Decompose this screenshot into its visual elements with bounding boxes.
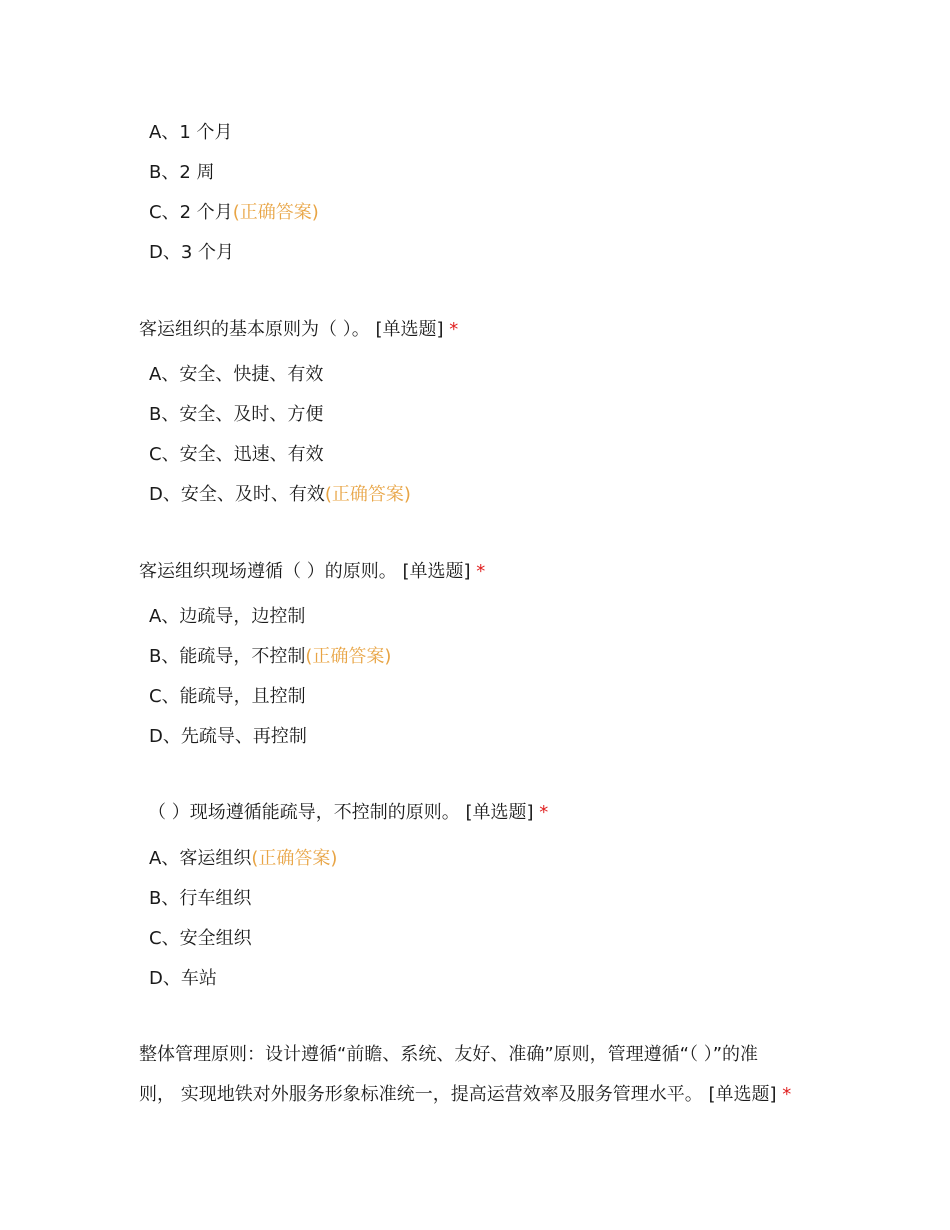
option-label: A、边疏导，边控制 <box>149 606 306 627</box>
option-label: A、安全、快捷、有效 <box>149 364 324 385</box>
required-marker: * <box>782 1084 792 1105</box>
option-label: C、安全组织 <box>149 928 252 949</box>
required-marker: * <box>539 802 549 823</box>
q3-option-c <box>149 927 252 951</box>
option-label: A、客运组织 <box>149 848 252 869</box>
option-label: D、车站 <box>149 968 217 989</box>
correct-answer-marker: (正确答案) <box>232 202 319 223</box>
question-text-line-1: 整体管理原则：设计遵循“前瞻、系统、友好、准确”原则，管理遵循“（ ）”的准 <box>139 1044 759 1065</box>
q0-option-b <box>149 161 215 185</box>
question-text: 客运组织的基本原则为（ ）。 <box>139 319 370 340</box>
q0-option-d <box>149 241 234 265</box>
option-label: D、3 个月 <box>149 242 235 263</box>
question-text: 客运组织现场遵循（ ）的原则。 <box>139 561 397 582</box>
q3-option-b <box>149 887 251 911</box>
q1-option-d <box>149 483 411 507</box>
q3-option-d <box>149 967 217 991</box>
question-text: 则， 实现地铁对外服务形象标准统一，提高运营效率及服务管理水平。 <box>139 1084 703 1105</box>
question-type-label: [单选题] <box>375 319 444 340</box>
option-label: C、2 个月 <box>149 202 233 223</box>
option-label: D、安全、及时、有效 <box>149 484 325 505</box>
q1-option-a <box>149 363 323 387</box>
option-label: B、2 周 <box>149 162 215 183</box>
q3-option-a <box>149 847 337 871</box>
q3-title <box>148 801 548 825</box>
question-text: （ ）现场遵循能疏导，不控制的原则。 <box>148 802 460 823</box>
required-marker: * <box>449 319 459 340</box>
q2-option-a <box>149 605 305 629</box>
q0-option-a <box>149 121 233 145</box>
correct-answer-marker: (正确答案) <box>251 848 338 869</box>
q4-title <box>139 1035 819 1115</box>
correct-answer-marker: (正确答案) <box>324 484 411 505</box>
q2-option-d <box>149 725 307 749</box>
q1-title <box>139 318 458 342</box>
option-label: B、能疏导，不控制 <box>149 646 306 667</box>
q2-option-c <box>149 685 306 709</box>
required-marker: * <box>476 561 486 582</box>
q2-title <box>139 560 485 584</box>
option-label: B、行车组织 <box>149 888 252 909</box>
option-label: A、1 个月 <box>149 122 233 143</box>
q2-option-b <box>149 645 391 669</box>
q1-option-b <box>149 403 323 427</box>
question-type-label: [单选题] <box>465 802 534 823</box>
correct-answer-marker: (正确答案) <box>305 646 392 667</box>
q0-option-c <box>149 201 319 225</box>
question-type-label: [单选题] <box>708 1084 777 1105</box>
question-text-line-2 <box>139 1075 819 1115</box>
option-label: C、安全、迅速、有效 <box>149 444 324 465</box>
option-label: B、安全、及时、方便 <box>149 404 324 425</box>
option-label: C、能疏导，且控制 <box>149 686 306 707</box>
q1-option-c <box>149 443 324 467</box>
option-label: D、先疏导、再控制 <box>149 726 307 747</box>
question-type-label: [单选题] <box>402 561 471 582</box>
